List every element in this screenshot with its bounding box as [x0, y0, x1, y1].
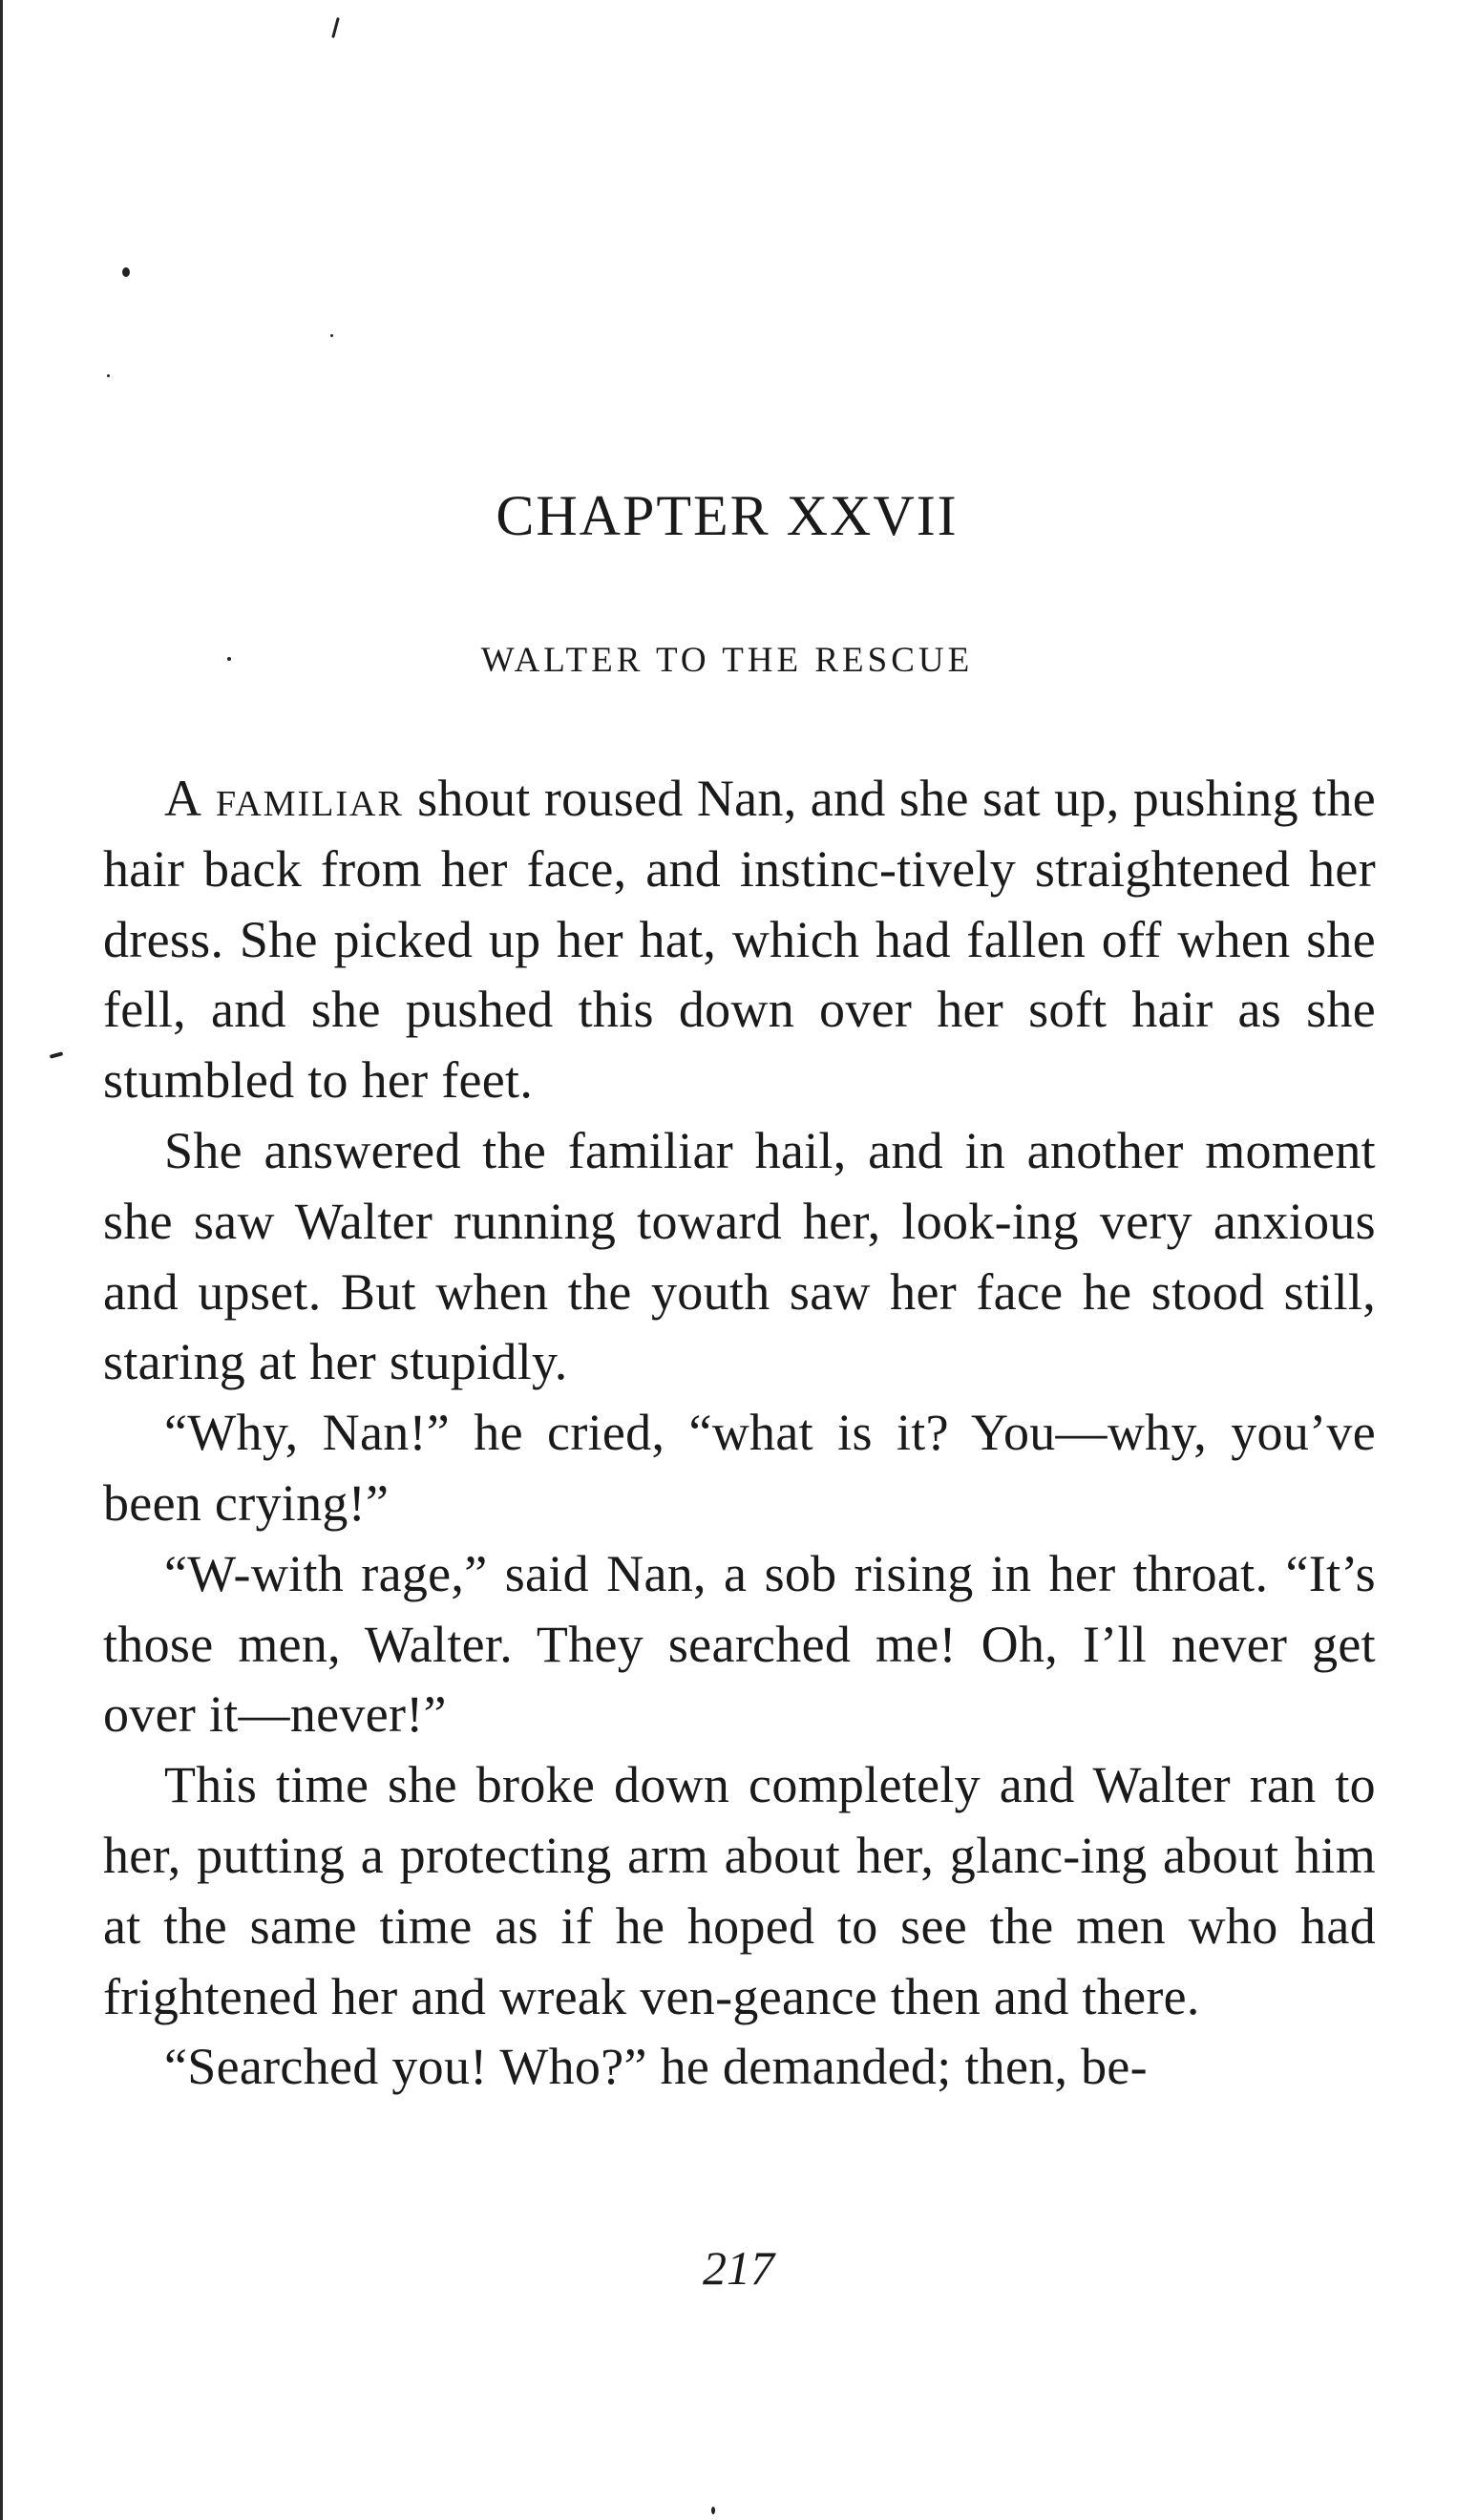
scan-speck	[330, 334, 333, 337]
paragraph-1	[103, 764, 1376, 1116]
paragraph-5: This time she broke down completely and Walter ran to her, putting a protecting arm about her, glanc-ing about him at the same time as if he hoped to see the men who had frightened her and wreak ven-geance then and there.	[103, 1756, 1376, 2025]
scan-speck	[331, 17, 340, 38]
scan-speck	[122, 267, 130, 277]
chapter-subtitle: WALTER TO THE RESCUE	[480, 641, 974, 680]
paragraph-6: “Searched you! Who?” he demanded; then, be-	[164, 2038, 1148, 2096]
scan-speck	[50, 1051, 64, 1058]
chapter-heading: CHAPTER XXVII	[496, 484, 959, 547]
opening-words: A familiar	[164, 770, 404, 827]
paragraph-4: “W-with rage,” said Nan, a sob rising in her throat. “It’s those men, Walter. They searched me! Oh, I’ll never get over it—never!”	[103, 1544, 1376, 1744]
page-number: 217	[703, 2241, 774, 2295]
paragraph-3: “Why, Nan!” he cried, “what is it? You—why, you’ve been crying!”	[103, 1404, 1376, 1532]
scan-speck	[107, 374, 110, 377]
paragraph-2: She answered the familiar hail, and in another moment she saw Walter running toward her, look-ing very anxious and upset. But when the youth saw her face he stood still, staring at her stupidly.	[103, 1121, 1376, 1391]
scan-speck	[711, 2507, 715, 2514]
chapter-body	[103, 764, 1376, 2103]
paragraph-1-text: shout roused Nan, and she sat up, pushing the hair back from her face, and instinc-tively straightened her dress. She picked up her hat, which had fallen off when she fell, and she pushed this down over her soft hair as she stumbled to her feet.	[103, 770, 1377, 1110]
page-left-edge	[0, 0, 3, 2520]
